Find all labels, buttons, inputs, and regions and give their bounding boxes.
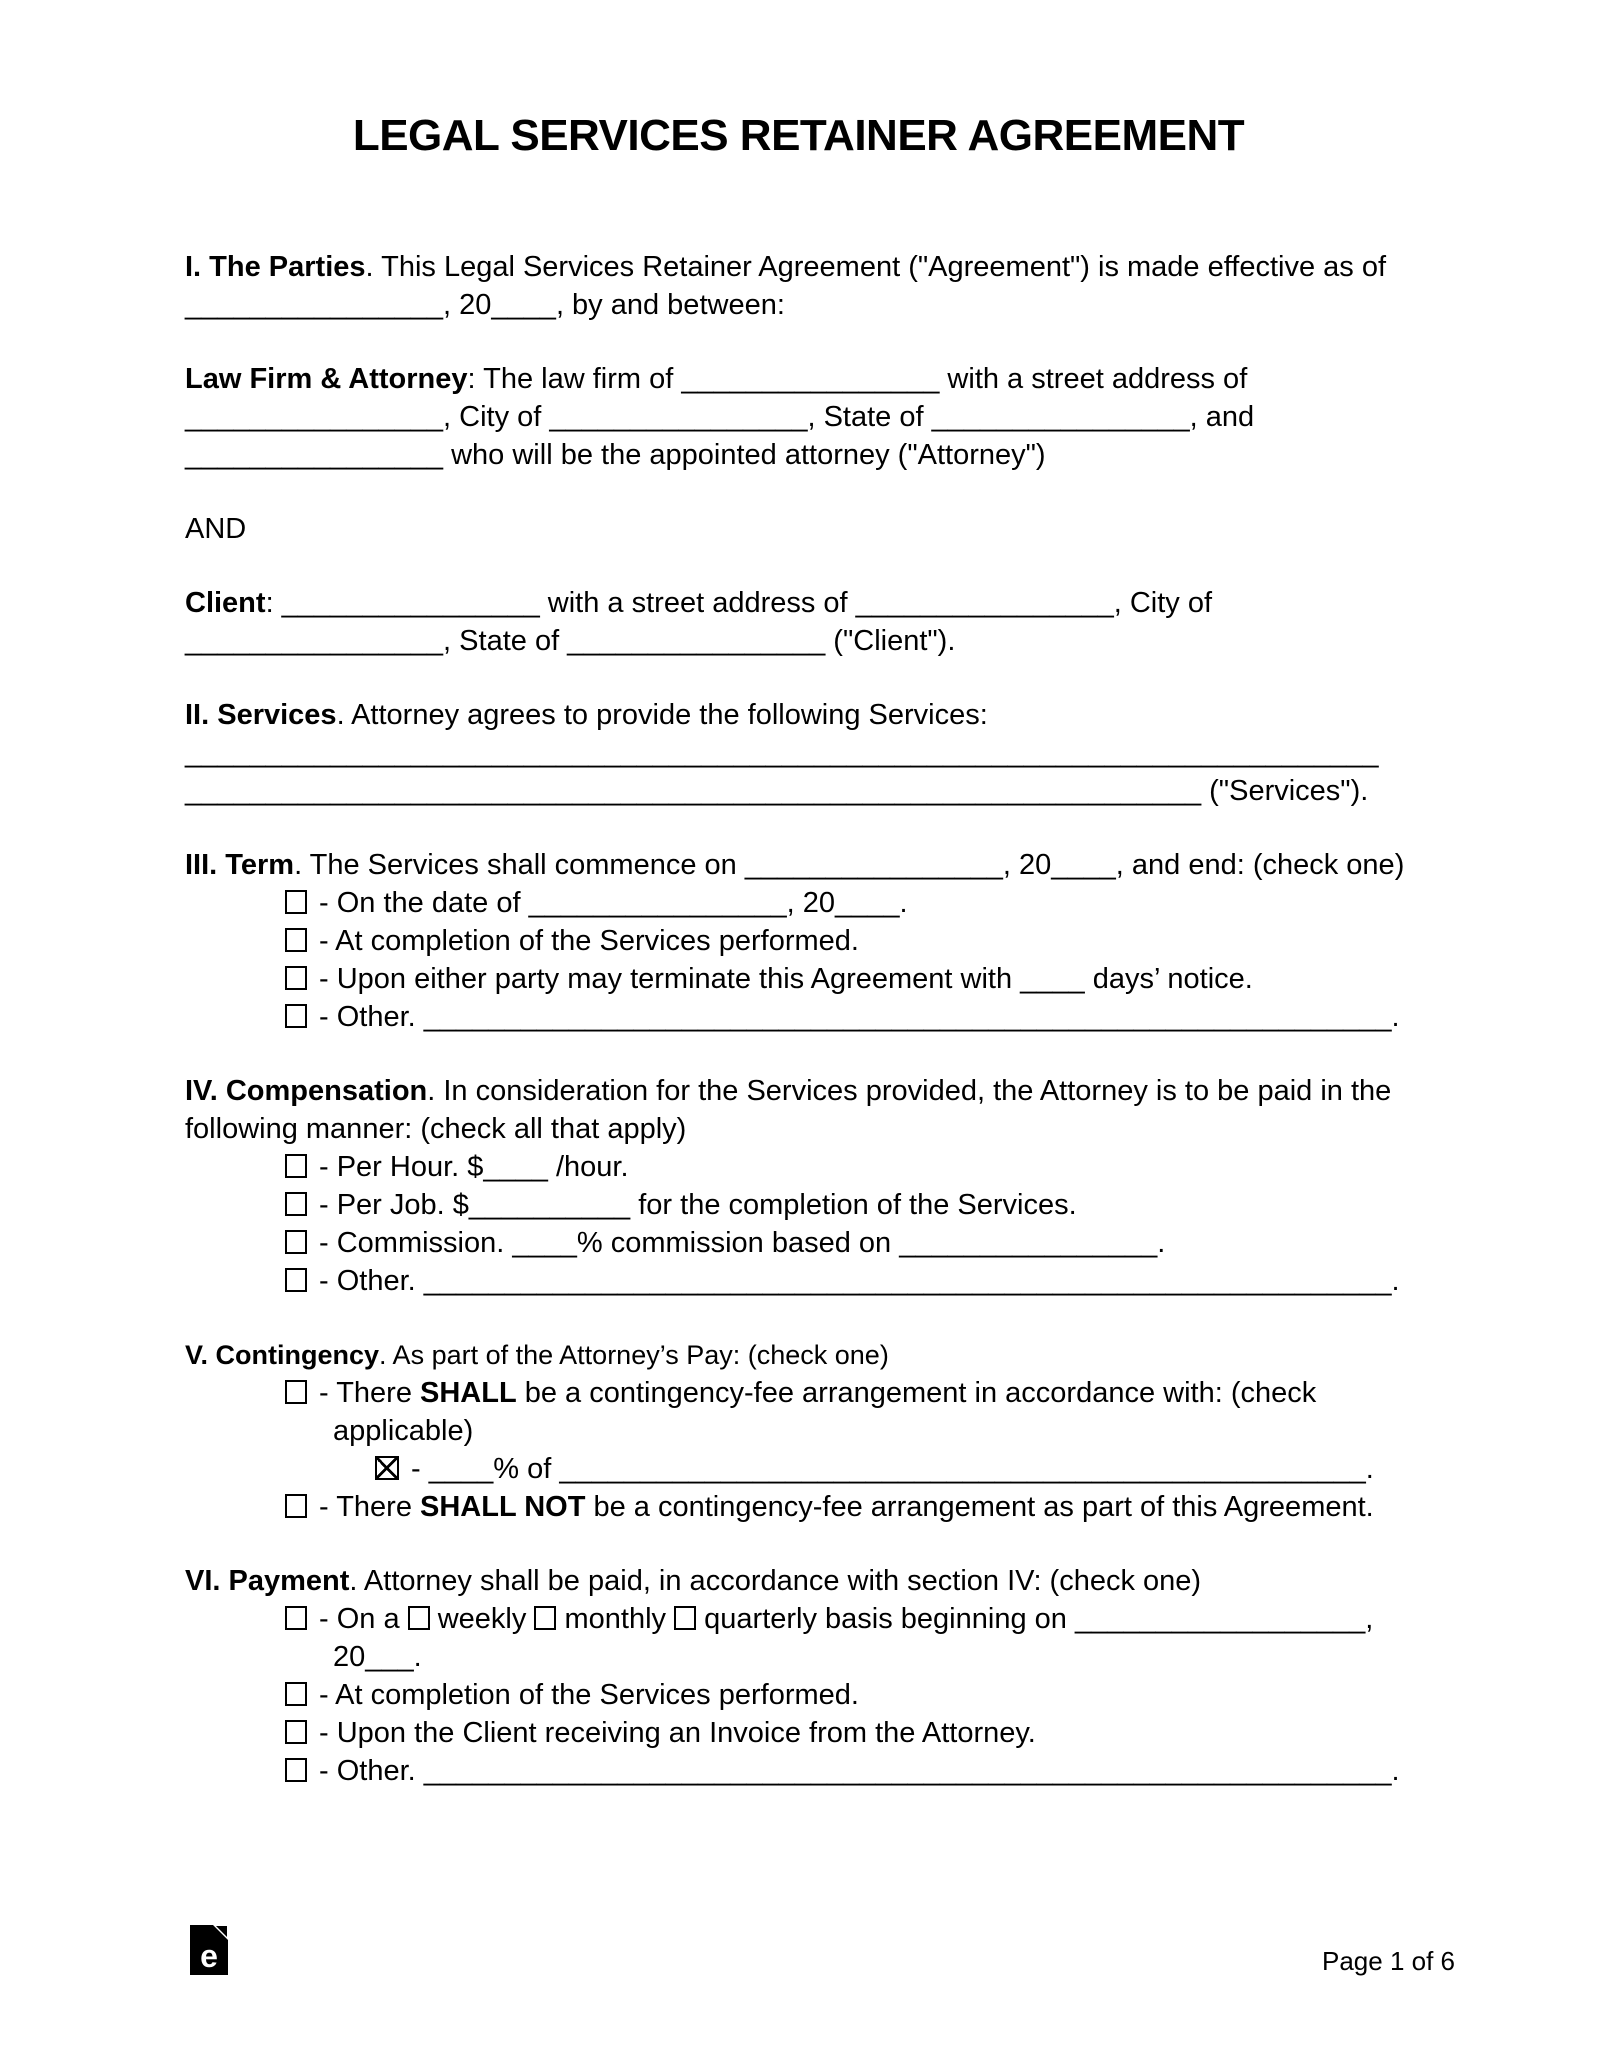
checkbox-quarterly-icon[interactable] bbox=[674, 1606, 696, 1630]
contingency-shall-not-post: be a contingency-fee arrangement as part of this Agreement. bbox=[585, 1491, 1374, 1523]
checkbox-icon[interactable] bbox=[285, 1606, 307, 1630]
checkbox-checked-icon[interactable] bbox=[375, 1456, 399, 1480]
section-compensation bbox=[185, 1072, 1412, 1300]
payment-option-completion-label: - At completion of the Services performed. bbox=[319, 1679, 859, 1711]
term-option-completion bbox=[185, 922, 1412, 960]
law-firm-text: : The law firm of ________________ with a street address of ________________, City of ________________, State of ________________, and ________________ who will be the appointed attorney ("Attorney") bbox=[185, 363, 1255, 471]
payment-recurring-date-blank[interactable]: __________________, 20___. bbox=[333, 1603, 1374, 1673]
section-parties-text: . This Legal Services Retainer Agreement ("Agreement") is made effective as of ________________, 20____, by and between: bbox=[185, 251, 1387, 321]
checkbox-icon[interactable] bbox=[285, 1004, 307, 1028]
services-intro bbox=[185, 699, 988, 731]
checkbox-weekly-icon[interactable] bbox=[408, 1606, 430, 1630]
contingency-option-shall-not bbox=[185, 1488, 1412, 1526]
checkbox-icon[interactable] bbox=[285, 1494, 307, 1518]
services-blank-line-1[interactable]: __________________________________________________________________________ bbox=[185, 737, 1379, 769]
checkbox-icon[interactable] bbox=[285, 1154, 307, 1178]
term-option-completion-label: - At completion of the Services performed. bbox=[319, 925, 859, 957]
services-text: . Attorney agrees to provide the following Services: bbox=[336, 699, 988, 731]
compensation-option-per-hour bbox=[185, 1148, 1412, 1186]
payment-intro bbox=[185, 1562, 1412, 1600]
section-parties-heading: I. The Parties bbox=[185, 251, 366, 283]
term-option-date bbox=[185, 884, 1412, 922]
payment-heading: VI. Payment bbox=[185, 1565, 350, 1597]
payment-option-completion bbox=[185, 1676, 1412, 1714]
contingency-percent-label: - ____% of __________________________________________________. bbox=[411, 1453, 1374, 1485]
term-text: . The Services shall commence on ________________, 20____, and end: (check one) bbox=[294, 849, 1405, 881]
contingency-shall-post: be a contingency-fee arrangement in accordance with: (check applicable) bbox=[333, 1377, 1317, 1447]
law-firm-heading: Law Firm & Attorney bbox=[185, 363, 468, 395]
contingency-shall-bold: SHALL bbox=[420, 1377, 517, 1409]
contingency-shall-not-bold: SHALL NOT bbox=[420, 1491, 586, 1523]
section-payment bbox=[185, 1562, 1412, 1790]
checkbox-icon[interactable] bbox=[285, 928, 307, 952]
payment-option-other-label: - Other. ____________________________________________________________. bbox=[319, 1755, 1400, 1787]
client-text: : ________________ with a street address of ________________, City of ________________, State of ________________ ("Client"). bbox=[185, 587, 1213, 657]
document-title: LEGAL SERVICES RETAINER AGREEMENT bbox=[352, 111, 1245, 160]
payment-option-invoice-label: - Upon the Client receiving an Invoice from the Attorney. bbox=[319, 1717, 1036, 1749]
payment-weekly-label: weekly bbox=[429, 1603, 535, 1635]
term-intro bbox=[185, 846, 1412, 884]
term-option-notice-label: - Upon either party may terminate this Agreement with ____ days’ notice. bbox=[319, 963, 1253, 995]
contingency-text: . As part of the Attorney’s Pay: (check one) bbox=[379, 1340, 889, 1370]
services-blank-line-2[interactable]: _______________________________________________________________ ("Services"). bbox=[185, 775, 1369, 807]
compensation-option-other bbox=[185, 1262, 1412, 1300]
checkbox-icon[interactable] bbox=[285, 1192, 307, 1216]
section-contingency bbox=[185, 1336, 1412, 1526]
compensation-option-commission bbox=[185, 1224, 1412, 1262]
contingency-option-shall bbox=[185, 1374, 1412, 1450]
checkbox-icon[interactable] bbox=[285, 1682, 307, 1706]
term-heading: III. Term bbox=[185, 849, 295, 881]
client-heading: Client bbox=[185, 587, 266, 619]
payment-option-invoice bbox=[185, 1714, 1412, 1752]
checkbox-icon[interactable] bbox=[285, 966, 307, 990]
term-option-other bbox=[185, 998, 1412, 1036]
compensation-heading: IV. Compensation bbox=[185, 1075, 428, 1107]
compensation-intro bbox=[185, 1072, 1412, 1148]
payment-text: . Attorney shall be paid, in accordance with section IV: (check one) bbox=[349, 1565, 1202, 1597]
compensation-option-per-hour-label: - Per Hour. $____ /hour. bbox=[319, 1151, 629, 1183]
services-heading: II. Services bbox=[185, 699, 337, 731]
checkbox-icon[interactable] bbox=[285, 1268, 307, 1292]
eforms-logo-letter: e bbox=[200, 1938, 218, 1974]
checkbox-icon[interactable] bbox=[285, 1720, 307, 1744]
term-option-other-label: - Other. ____________________________________________________________. bbox=[319, 1001, 1400, 1033]
checkbox-icon[interactable] bbox=[285, 1230, 307, 1254]
conjunction-and: AND bbox=[185, 513, 247, 545]
page-number: Page 1 of 6 bbox=[1322, 1946, 1455, 1976]
section-client bbox=[185, 584, 1412, 660]
section-law-firm bbox=[185, 360, 1412, 474]
payment-option-recurring bbox=[185, 1600, 1412, 1676]
section-parties bbox=[185, 248, 1412, 324]
checkbox-monthly-icon[interactable] bbox=[534, 1606, 556, 1630]
payment-monthly-label: monthly bbox=[556, 1603, 675, 1635]
compensation-option-commission-label: - Commission. ____% commission based on ________________. bbox=[319, 1227, 1166, 1259]
compensation-option-other-label: - Other. ____________________________________________________________. bbox=[319, 1265, 1400, 1297]
contingency-intro bbox=[185, 1336, 1412, 1374]
compensation-option-per-job-label: - Per Job. $__________ for the completion of the Services. bbox=[319, 1189, 1077, 1221]
contingency-shall-pre: - There bbox=[319, 1377, 421, 1409]
term-option-notice bbox=[185, 960, 1412, 998]
compensation-text: . In consideration for the Services provided, the Attorney is to be paid in the following manner: (check all that apply) bbox=[185, 1075, 1392, 1145]
contingency-percent-option bbox=[185, 1450, 1412, 1488]
payment-recurring-pre: - On a bbox=[319, 1603, 408, 1635]
section-services bbox=[185, 696, 1412, 810]
contingency-heading: V. Contingency bbox=[185, 1340, 380, 1370]
section-term bbox=[185, 846, 1412, 1036]
term-option-date-label: - On the date of ________________, 20____. bbox=[319, 887, 908, 919]
checkbox-icon[interactable] bbox=[285, 1758, 307, 1782]
eforms-logo-icon bbox=[190, 1925, 228, 1975]
contingency-shall-not-pre: - There bbox=[319, 1491, 421, 1523]
payment-option-other bbox=[185, 1752, 1412, 1790]
checkbox-icon[interactable] bbox=[285, 890, 307, 914]
compensation-option-per-job bbox=[185, 1186, 1412, 1224]
payment-quarterly-label: quarterly basis beginning on bbox=[696, 1603, 1075, 1635]
checkbox-icon[interactable] bbox=[285, 1380, 307, 1404]
